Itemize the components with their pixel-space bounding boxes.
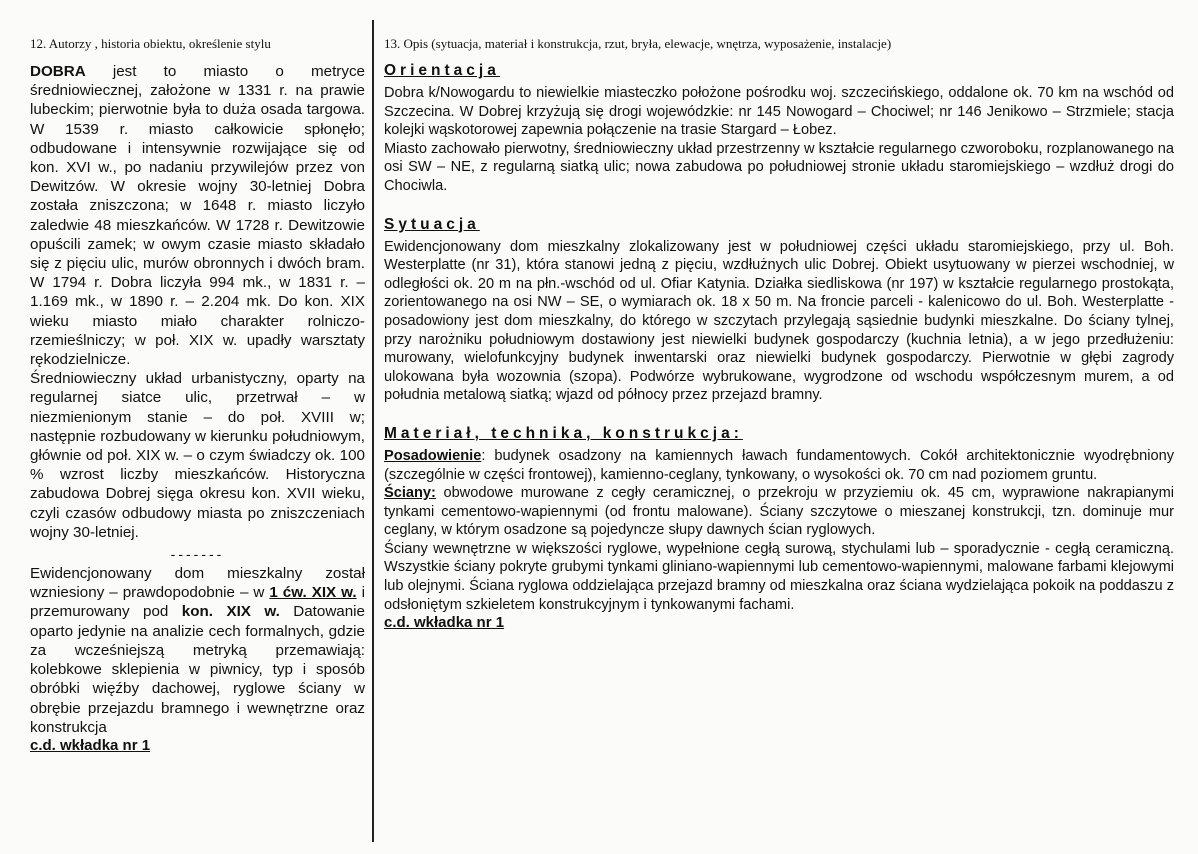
history-paragraph-3 [30,564,365,737]
right-continuation-note: c.d. wkładka nr 1 [384,614,505,632]
orientacja-paragraph-2: Miasto zachowało pierwotny, średniowieczny układ przestrzenny w kształcie regularnego czworoboku, rozplanowanego na osi SW – NE, z regularną siatką ulic; nowa zabudowa po południowej stronie układu staromiejskiego – wzdłuż drogi do Chociwla. [384,140,1174,194]
dating-period-2: kon. XIX w. [181,603,280,621]
section-title-material: Materiał, technika, konstrukcja: [384,424,743,442]
dating-text-e: Datowanie oparto jedynie na analizie cech formalnych, gdzie za wcześniejszą metryką przemawiają: kolebkowe sklepienia w piwnicy, typ i sposób obróbki więźby dachowej, ryglowe ściany w obrębie przejazdu bramnego i wewnętrzne oraz konstrukcja [30,603,365,736]
history-paragraph-2: Średniowieczny układ urbanistyczny, oparty na regularnej siatce ulic, przetrwał – w niezmienionym stanie – do poł. XVIII w; następnie rozbudowany w kierunku południowym, głównie od poł. XIX w. – o czym świadczy ok. 100 % wzrost liczby mieszkańców. Historyczna zabudowa Dobrej sięga okresu kon. XVII wieku, czyli czasów odbudowy miasta po zniszczeniach wojny 30-letniej. [30,370,365,541]
sciany-text: obwodowe murowane z cegły ceramicznej, o przekroju w przyziemiu ok. 45 cm, wyprawione nakrapianymi tynkami cementowo-wapiennymi (od frontu malowane). Ściany szczytowe o mieszanej konstrukcji, tzn. dominuje mur ceglany, w którym osadzone są pojedyncze słupy dawnych ścian ryglowych. [384,485,1174,539]
sytuacja-paragraph: Ewidencjonowany dom mieszkalny zlokalizowany jest w południowej części układu staromiejskiego, przy ul. Boh. Westerplatte (nr 31), która stanowi jedną z pięciu, wzdłużnych ulic Dobrej. Obiekt usytuowany w pierzei wschodniej, w odległości ok. 20 m na płn.-wschód od ul. Ofiar Katynia. Działka siedliskowa (nr 197) w kształcie regularnego prostokąta, zorientowanego na osi NW – SE, o wymiarach ok. 18 x 50 m. Na froncie parceli - kalenicowo do ul. Boh. Westerplatte - posadowiony jest dom mieszkalny, do którego w szczytach przylegają sąsiednie budynki mieszkalne. Do ściany tylnej, przy narożniku południowym dostawiony jest niewielki budynek gospodarczy (kuchnia letnia), a w jego przedłużeniu: murowany, wielofunkcyjny budynek inwentarski oraz niewielki budynek gospodarczy. Pierwotnie w głębi zagrody ulokowana była wozownia (szopa). Podwórze wybrukowane, wygrodzone od wschodu współczesnym murem, a od południa metalową siatką; wjazd od północy przez przejazd bramny. [384,238,1174,404]
right-column-header: 13. Opis (sytuacja, materiał i konstrukcja, rzut, bryła, elewacje, wnętrza, wyposażenie, instalacje) [384,36,892,51]
column-divider [372,20,374,842]
history-paragraph-1-text: jest to miasto o metryce średniowiecznej, założone w 1331 r. na prawie lubeckim; pierwotnie była to duża osada targowa. W 1539 r. miasto całkowicie spłonęło; odbudowane i intensywnie rozwijające się od kon. XVI w., po nadaniu przywilejów przez von Dewitzów. W okresie wojny 30-letniej Dobra została zniszczona; w 1648 r. miasto liczyło zaledwie 48 mieszkańców. W 1728 r. Dewitzowie opuścili zamek; w owym czasie miasto składało się z pięciu ulic, murów obronnych i dwóch bram. W 1794 r. Dobra liczyła 994 mk., w 1831 r. – 1.169 mk., w 1890 r. – 2.204 mk. Do kon. XIX wieku miasto miało charakter rolniczo-rzemieślniczy; w poł. XIX w. upadły warsztaty rękodzielnicze. [30,63,365,369]
dating-period-1: 1 ćw. XIX w. [269,584,357,602]
left-continuation-note: c.d. wkładka nr 1 [30,736,151,754]
posadowienie-text: : budynek osadzony na kamiennych ławach fundamentowych. Cokół architektonicznie wyodrębniony (szczególnie w części frontowej), kamienno-ceglany, tynkowany, o wysokości ok. 70 cm nad poziomem gruntu. [384,447,1174,483]
dating-text-a: Ewidencjonowany dom mieszkalny został wzniesiony – prawdopodobnie – w [30,565,365,602]
sciany-label: Ściany: [384,485,436,502]
right-column [384,28,1174,631]
separator: ------- [170,546,225,563]
orientacja-paragraph-1: Dobra k/Nowogardu to niewielkie miasteczko położone pośrodku woj. szczecińskiego, oddalone ok. 70 km na wschód od Szczecina. W Dobrej krzyżują się drogi wojewódzkie: nr 145 Nowogard – Chociwel; nr 146 Jenikowo – Strzmiele; stacja kolejki wąskotorowej zapewnia połączenie na trasie Stargard – Łobez. [384,85,1174,139]
town-name: DOBRA [30,63,86,80]
left-column-header: 12. Autorzy , historia obiektu, określenie stylu [30,36,271,51]
posadowienie-paragraph [384,447,1174,484]
section-title-sytuacja: Sytuacja [384,215,480,233]
section-title-orientacja: Orientacja [384,62,500,79]
sciany-wewnetrzne-paragraph: Ściany wewnętrzne w większości ryglowe, wypełnione cegłą surową, stychulami lub – sporadycznie - cegłą ceramiczną. Wszystkie ściany pokryte grubymi tynkami gliniano-wapiennymi lub cementowo-wapiennymi, malowane farbami klejowymi lub olejnymi. Ściana ryglowa oddzielająca przejazd bramny od mieszkalna oraz ściana wydzielająca pokoik na poddaszu z odsłoniętym szkieletem konstrukcyjnym i tynkowanymi fachami. [384,540,1174,613]
posadowienie-label: Posadowienie [384,447,482,464]
dating-text-c: i przemurowany pod [30,584,365,621]
left-column [30,28,365,754]
sciany-paragraph [384,484,1174,540]
history-paragraph-1 [30,62,365,369]
